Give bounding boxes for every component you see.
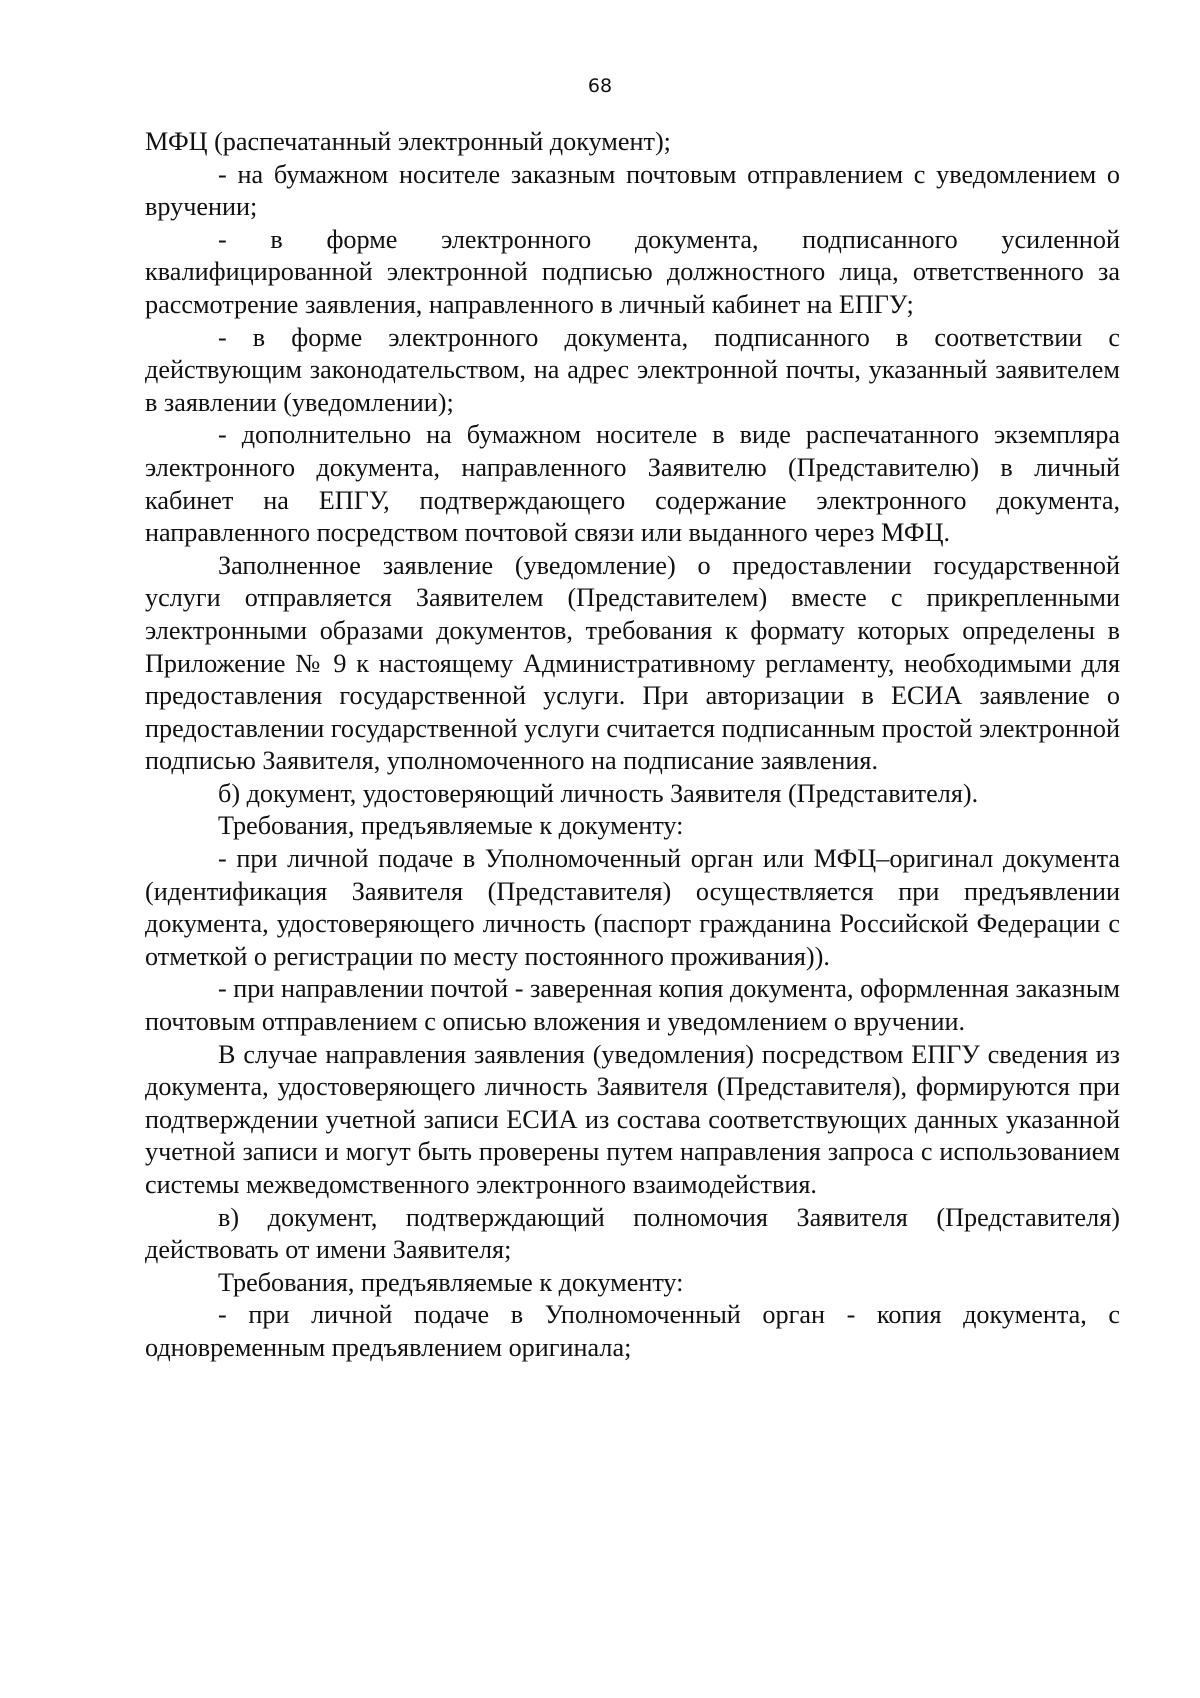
paragraph-personal-submission-original: - при личной подаче в Уполномоченный орган или МФЦ–оригинал документа (идентификация Заявителя (Представителя) осуществляется при предъявлении документа, удостоверяющего личность (паспорт гражданина Российской Федерации с отметкой о регистрации по месту постоянного проживания)).	[145, 844, 1120, 971]
paragraph-mail-certified-copy: - при направлении почтой - заверенная копия документа, оформленная заказным почтовым отправлением с описью вложения и уведомлением о вручении.	[145, 974, 1120, 1037]
document-body	[145, 126, 1120, 1365]
paragraph-personal-submission-copy: - при личной подаче в Уполномоченный орган - копия документа, с одновременным предъявлением оригинала;	[145, 1300, 1120, 1362]
paragraph-paper-printed-copy: - дополнительно на бумажном носителе в виде распечатанного экземпляра электронного документа, направленного Заявителю (Представителю) в личный кабинет на ЕПГУ, подтверждающего содержание электронного документа, направленного посредством почтовой связи или выданного через МФЦ.	[145, 420, 1120, 548]
paragraph-requirements-heading-1: Требования, предъявляемые к документу:	[218, 811, 684, 841]
paragraph-authority-document: в) документ, подтверждающий полномочия Заявителя (Представителя) действовать от имени Заявителя;	[145, 1202, 1120, 1265]
paragraph-epgu-identity-verification: В случае направления заявления (уведомления) посредством ЕПГУ сведения из документа, удостоверяющего личность Заявителя (Представителя), формируются при подтверждении учетной записи ЕСИА из состава соответствующих данных указанной учетной записи и могут быть проверены путем направления запроса с использованием системы межведомственного электронного взаимодействия.	[145, 1039, 1120, 1199]
paragraph-mfc-printed: МФЦ (распечатанный электронный документ);	[145, 127, 671, 156]
page-number: 68	[587, 75, 613, 97]
paragraph-requirements-heading-2: Требования, предъявляемые к документу:	[218, 1267, 684, 1297]
paragraph-paper-registered-mail: - на бумажном носителе заказным почтовым отправлением с уведомлением о вручении;	[145, 159, 1120, 222]
paragraph-electronic-email: - в форме электронного документа, подписанного в соответствии с действующим законодательством, на адрес электронной почты, указанный заявителем в заявлении (уведомлении);	[145, 322, 1120, 417]
paragraph-application-submission: Заполненное заявление (уведомление) о предоставлении государственной услуги отправляется Заявителем (Представителем) вместе с прикрепленными электронными образами документов, требования к формату которых определены в Приложение № 9 к настоящему Административному регламенту, необходимыми для предоставления государственной услуги. При авторизации в ЕСИА заявление о предоставлении государственной услуги считается подписанным простой электронной подписью Заявителя, уполномоченного на подписание заявления.	[145, 550, 1120, 776]
paragraph-identity-document: б) документ, удостоверяющий личность Заявителя (Представителя).	[218, 778, 979, 808]
paragraph-electronic-qualified-signature: - в форме электронного документа, подписанного усиленной квалифицированной электронной подписью должностного лица, ответственного за рассмотрение заявления, направленного в личный кабинет на ЕПГУ;	[145, 224, 1120, 319]
